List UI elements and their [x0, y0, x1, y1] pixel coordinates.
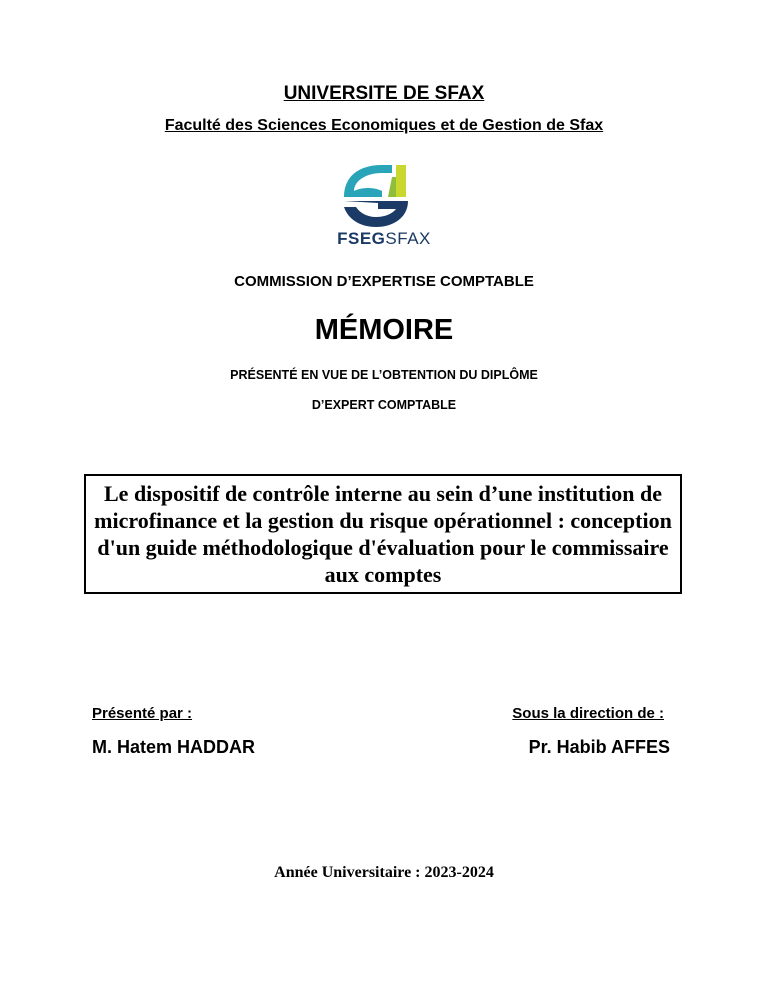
supervisor-label: Sous la direction de : — [512, 705, 664, 722]
thesis-title: Le dispositif de contrôle interne au sein d’une institution de microfinance et la gestion du risque opérationnel : conception d'un guide méthodologique d'évaluation pour le commissaire aux comptes — [94, 481, 672, 587]
subtitle-line-1: PRÉSENTÉ EN VUE DE L’OBTENTION DU DIPLÔME — [230, 368, 538, 382]
logo-navy-g — [344, 201, 408, 227]
document-type: MÉMOIRE — [314, 314, 454, 346]
subtitle-line-2: D’EXPERT COMPTABLE — [311, 398, 457, 412]
logo-text-sfax: SFAX — [385, 229, 431, 248]
logo-wordmark — [0, 229, 768, 249]
supervisor-name: Pr. Habib AFFES — [528, 737, 670, 757]
logo-text-fseg: FSEG — [337, 229, 386, 248]
academic-year: Année Universitaire : 2023-2024 — [274, 864, 494, 881]
presented-by-label: Présenté par : — [92, 705, 193, 722]
thesis-title-box — [84, 474, 682, 594]
commission-title: COMMISSION D’EXPERTISE COMPTABLE — [234, 273, 534, 290]
author-name: M. Hatem HADDAR — [92, 737, 256, 757]
university-name: UNIVERSITE DE SFAX — [283, 83, 485, 104]
faculty-name: Faculté des Sciences Economiques et de Gestion de Sfax — [164, 117, 604, 134]
logo-lime-bar — [396, 165, 406, 197]
logo-teal-leaf — [344, 165, 392, 197]
